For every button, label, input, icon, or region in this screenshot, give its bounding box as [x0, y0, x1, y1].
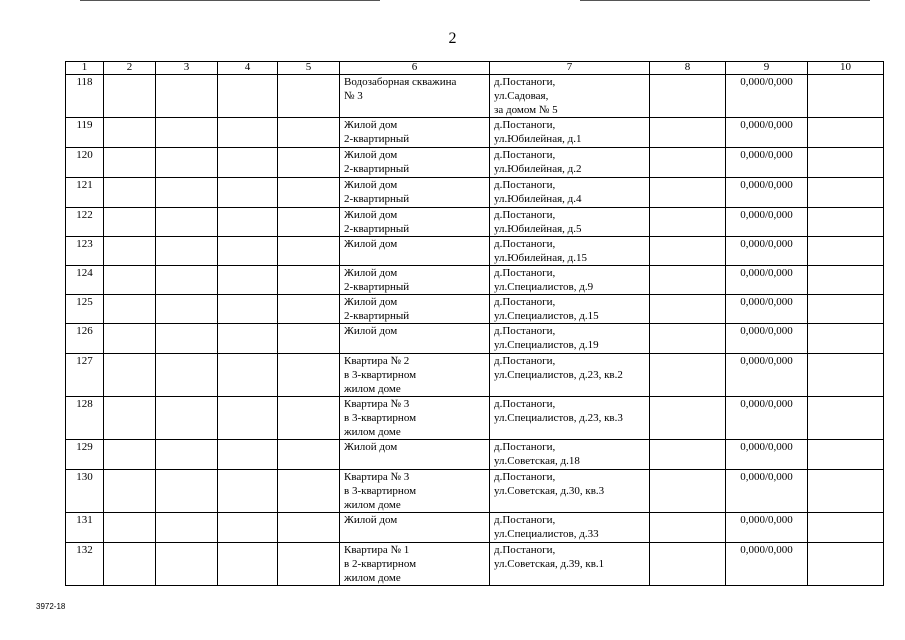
address-cell	[490, 237, 650, 266]
object-name-cell	[340, 178, 490, 208]
empty-cell-col-5	[278, 397, 340, 440]
row-number-cell: 127	[66, 354, 104, 397]
empty-cell-col-4	[218, 118, 278, 148]
empty-cell-col-8	[650, 513, 726, 543]
empty-cell-col-3	[156, 470, 218, 513]
object-name-line: Жилой дом	[344, 179, 398, 191]
empty-cell-col-2	[104, 397, 156, 440]
object-name-line: Квартира № 3	[344, 471, 410, 483]
row-number-cell: 132	[66, 543, 104, 586]
address-line: за домом № 5	[494, 104, 558, 116]
table-row	[66, 178, 884, 208]
column-header-5: 5	[278, 62, 340, 75]
top-rule-left	[80, 0, 380, 1]
top-rule-right	[580, 0, 870, 1]
empty-cell-col-10	[808, 295, 884, 324]
empty-cell-col-2	[104, 324, 156, 354]
column-header-10: 10	[808, 62, 884, 75]
empty-cell-col-2	[104, 440, 156, 470]
empty-cell-col-5	[278, 513, 340, 543]
value-cell: 0,000/0,000	[726, 354, 808, 397]
object-name-line: Водозаборная скважина	[344, 76, 457, 88]
address-line: ул.Советская, д.30, кв.3	[494, 485, 605, 497]
empty-cell-col-3	[156, 354, 218, 397]
empty-cell-col-2	[104, 470, 156, 513]
empty-cell-col-4	[218, 354, 278, 397]
empty-cell-col-3	[156, 295, 218, 324]
empty-cell-col-4	[218, 178, 278, 208]
table-row	[66, 148, 884, 178]
object-name-line: Жилой дом	[344, 267, 398, 279]
object-name-cell	[340, 148, 490, 178]
row-number-cell: 118	[66, 75, 104, 118]
empty-cell-col-3	[156, 178, 218, 208]
object-name-line: 2-квартирный	[344, 310, 410, 322]
row-number-cell: 121	[66, 178, 104, 208]
address-cell	[490, 470, 650, 513]
object-name-line: жилом доме	[344, 383, 401, 395]
empty-cell-col-5	[278, 208, 340, 237]
address-line: д.Постаноги,	[494, 296, 556, 308]
value-cell: 0,000/0,000	[726, 178, 808, 208]
address-line: д.Постаноги,	[494, 209, 556, 221]
object-name-line: Квартира № 3	[344, 398, 410, 410]
empty-cell-col-4	[218, 208, 278, 237]
empty-cell-col-5	[278, 178, 340, 208]
empty-cell-col-10	[808, 324, 884, 354]
page-number: 2	[448, 30, 457, 47]
object-name-line: жилом доме	[344, 426, 401, 438]
address-cell	[490, 543, 650, 586]
address-line: ул.Специалистов, д.23, кв.3	[494, 412, 623, 424]
value-cell: 0,000/0,000	[726, 208, 808, 237]
table-row	[66, 397, 884, 440]
row-number-cell: 126	[66, 324, 104, 354]
empty-cell-col-8	[650, 354, 726, 397]
address-line: д.Постаноги,	[494, 544, 556, 556]
empty-cell-col-5	[278, 354, 340, 397]
object-name-cell	[340, 208, 490, 237]
object-name-cell	[340, 470, 490, 513]
empty-cell-col-8	[650, 324, 726, 354]
empty-cell-col-4	[218, 470, 278, 513]
header-row	[66, 62, 884, 75]
object-name-cell	[340, 440, 490, 470]
table-row	[66, 208, 884, 237]
empty-cell-col-5	[278, 324, 340, 354]
column-header-7: 7	[490, 62, 650, 75]
empty-cell-col-3	[156, 543, 218, 586]
value-cell: 0,000/0,000	[726, 266, 808, 295]
address-line: д.Постаноги,	[494, 325, 556, 337]
empty-cell-col-8	[650, 470, 726, 513]
empty-cell-col-3	[156, 148, 218, 178]
empty-cell-col-2	[104, 295, 156, 324]
empty-cell-col-10	[808, 148, 884, 178]
address-line: д.Постаноги,	[494, 149, 556, 161]
address-line: ул.Советская, д.18	[494, 455, 580, 467]
address-line: ул.Садовая,	[494, 90, 549, 102]
object-name-line: в 2-квартирном	[344, 558, 417, 570]
empty-cell-col-2	[104, 148, 156, 178]
empty-cell-col-8	[650, 237, 726, 266]
table-row	[66, 75, 884, 118]
empty-cell-col-8	[650, 397, 726, 440]
address-cell	[490, 118, 650, 148]
value-cell: 0,000/0,000	[726, 237, 808, 266]
empty-cell-col-8	[650, 178, 726, 208]
address-cell	[490, 266, 650, 295]
empty-cell-col-5	[278, 440, 340, 470]
object-name-cell	[340, 237, 490, 266]
address-cell	[490, 178, 650, 208]
address-cell	[490, 295, 650, 324]
empty-cell-col-10	[808, 75, 884, 118]
column-header-4: 4	[218, 62, 278, 75]
empty-cell-col-5	[278, 543, 340, 586]
object-name-line: 2-квартирный	[344, 133, 410, 145]
empty-cell-col-2	[104, 75, 156, 118]
table-row	[66, 513, 884, 543]
address-line: ул.Специалистов, д.19	[494, 339, 599, 351]
empty-cell-col-3	[156, 75, 218, 118]
address-line: д.Постаноги,	[494, 179, 556, 191]
address-line: ул.Советская, д.39, кв.1	[494, 558, 605, 570]
object-name-line: Квартира № 1	[344, 544, 410, 556]
row-number-cell: 131	[66, 513, 104, 543]
object-name-cell	[340, 324, 490, 354]
row-number-cell: 130	[66, 470, 104, 513]
row-number-cell: 120	[66, 148, 104, 178]
address-line: д.Постаноги,	[494, 76, 556, 88]
empty-cell-col-10	[808, 397, 884, 440]
object-name-line: Жилой дом	[344, 325, 398, 337]
empty-cell-col-8	[650, 295, 726, 324]
row-number-cell: 129	[66, 440, 104, 470]
table-row	[66, 543, 884, 586]
address-line: ул.Специалистов, д.9	[494, 281, 594, 293]
empty-cell-col-8	[650, 118, 726, 148]
empty-cell-col-5	[278, 266, 340, 295]
empty-cell-col-10	[808, 440, 884, 470]
empty-cell-col-3	[156, 118, 218, 148]
object-name-line: жилом доме	[344, 572, 401, 584]
empty-cell-col-2	[104, 178, 156, 208]
empty-cell-col-10	[808, 118, 884, 148]
empty-cell-col-5	[278, 237, 340, 266]
value-cell: 0,000/0,000	[726, 397, 808, 440]
object-name-line: № 3	[344, 90, 363, 102]
column-header-9: 9	[726, 62, 808, 75]
object-name-line: 2-квартирный	[344, 223, 410, 235]
empty-cell-col-10	[808, 178, 884, 208]
object-name-line: Жилой дом	[344, 209, 398, 221]
empty-cell-col-3	[156, 324, 218, 354]
object-name-cell	[340, 295, 490, 324]
empty-cell-col-2	[104, 118, 156, 148]
object-name-line: 2-квартирный	[344, 281, 410, 293]
address-line: д.Постаноги,	[494, 355, 556, 367]
empty-cell-col-2	[104, 208, 156, 237]
object-name-line: 2-квартирный	[344, 163, 410, 175]
empty-cell-col-4	[218, 397, 278, 440]
object-name-line: Жилой дом	[344, 149, 398, 161]
empty-cell-col-5	[278, 470, 340, 513]
object-name-line: Жилой дом	[344, 296, 398, 308]
row-number-cell: 119	[66, 118, 104, 148]
empty-cell-col-4	[218, 266, 278, 295]
document-code: 3972-18	[36, 602, 66, 611]
address-line: д.Постаноги,	[494, 119, 556, 131]
address-cell	[490, 397, 650, 440]
object-name-line: 2-квартирный	[344, 193, 410, 205]
value-cell: 0,000/0,000	[726, 118, 808, 148]
column-header-1: 1	[66, 62, 104, 75]
object-name-cell	[340, 266, 490, 295]
row-number-cell: 123	[66, 237, 104, 266]
empty-cell-col-3	[156, 208, 218, 237]
column-header-2: 2	[104, 62, 156, 75]
object-name-line: Квартира № 2	[344, 355, 410, 367]
empty-cell-col-4	[218, 513, 278, 543]
address-cell	[490, 324, 650, 354]
object-name-line: в 3-квартирном	[344, 369, 417, 381]
empty-cell-col-10	[808, 266, 884, 295]
empty-cell-col-3	[156, 397, 218, 440]
address-cell	[490, 148, 650, 178]
object-name-line: Жилой дом	[344, 238, 398, 250]
value-cell: 0,000/0,000	[726, 148, 808, 178]
object-name-cell	[340, 354, 490, 397]
address-line: ул.Специалистов, д.15	[494, 310, 599, 322]
address-line: ул.Юбилейная, д.1	[494, 133, 582, 145]
address-cell	[490, 354, 650, 397]
object-name-cell	[340, 75, 490, 118]
row-number-cell: 128	[66, 397, 104, 440]
object-name-line: жилом доме	[344, 499, 401, 511]
empty-cell-col-10	[808, 237, 884, 266]
empty-cell-col-3	[156, 237, 218, 266]
address-cell	[490, 440, 650, 470]
address-line: ул.Специалистов, д.23, кв.2	[494, 369, 623, 381]
empty-cell-col-10	[808, 208, 884, 237]
table-row	[66, 354, 884, 397]
empty-cell-col-4	[218, 440, 278, 470]
empty-cell-col-8	[650, 440, 726, 470]
address-cell	[490, 208, 650, 237]
object-name-cell	[340, 513, 490, 543]
value-cell: 0,000/0,000	[726, 75, 808, 118]
address-line: ул.Юбилейная, д.5	[494, 223, 582, 235]
object-name-line: в 3-квартирном	[344, 412, 417, 424]
empty-cell-col-8	[650, 543, 726, 586]
address-line: д.Постаноги,	[494, 267, 556, 279]
empty-cell-col-5	[278, 75, 340, 118]
object-name-cell	[340, 118, 490, 148]
address-line: д.Постаноги,	[494, 398, 556, 410]
empty-cell-col-8	[650, 266, 726, 295]
empty-cell-col-4	[218, 324, 278, 354]
value-cell: 0,000/0,000	[726, 470, 808, 513]
empty-cell-col-5	[278, 295, 340, 324]
empty-cell-col-8	[650, 148, 726, 178]
table-row	[66, 295, 884, 324]
address-cell	[490, 75, 650, 118]
object-name-line: Жилой дом	[344, 514, 398, 526]
table-row	[66, 324, 884, 354]
empty-cell-col-2	[104, 354, 156, 397]
value-cell: 0,000/0,000	[726, 440, 808, 470]
column-header-8: 8	[650, 62, 726, 75]
value-cell: 0,000/0,000	[726, 324, 808, 354]
address-line: д.Постаноги,	[494, 514, 556, 526]
object-name-cell	[340, 543, 490, 586]
value-cell: 0,000/0,000	[726, 513, 808, 543]
value-cell: 0,000/0,000	[726, 543, 808, 586]
empty-cell-col-3	[156, 440, 218, 470]
table-row	[66, 266, 884, 295]
table-row	[66, 440, 884, 470]
table-row	[66, 237, 884, 266]
object-name-cell	[340, 397, 490, 440]
row-number-cell: 122	[66, 208, 104, 237]
value-cell: 0,000/0,000	[726, 295, 808, 324]
empty-cell-col-4	[218, 75, 278, 118]
address-cell	[490, 513, 650, 543]
empty-cell-col-8	[650, 208, 726, 237]
empty-cell-col-2	[104, 237, 156, 266]
empty-cell-col-4	[218, 295, 278, 324]
object-name-line: Жилой дом	[344, 441, 398, 453]
empty-cell-col-2	[104, 513, 156, 543]
empty-cell-col-8	[650, 75, 726, 118]
empty-cell-col-4	[218, 543, 278, 586]
row-number-cell: 124	[66, 266, 104, 295]
row-number-cell: 125	[66, 295, 104, 324]
register-table	[65, 61, 884, 586]
table-row	[66, 470, 884, 513]
address-line: д.Постаноги,	[494, 441, 556, 453]
object-name-line: Жилой дом	[344, 119, 398, 131]
empty-cell-col-10	[808, 354, 884, 397]
address-line: д.Постаноги,	[494, 471, 556, 483]
object-name-line: в 3-квартирном	[344, 485, 417, 497]
table-row	[66, 118, 884, 148]
empty-cell-col-5	[278, 148, 340, 178]
column-header-3: 3	[156, 62, 218, 75]
empty-cell-col-2	[104, 543, 156, 586]
empty-cell-col-10	[808, 543, 884, 586]
address-line: ул.Юбилейная, д.2	[494, 163, 582, 175]
empty-cell-col-4	[218, 148, 278, 178]
empty-cell-col-3	[156, 513, 218, 543]
empty-cell-col-3	[156, 266, 218, 295]
register-body	[66, 75, 884, 586]
address-line: ул.Юбилейная, д.15	[494, 252, 587, 264]
address-line: д.Постаноги,	[494, 238, 556, 250]
empty-cell-col-4	[218, 237, 278, 266]
empty-cell-col-5	[278, 118, 340, 148]
empty-cell-col-10	[808, 470, 884, 513]
column-header-6: 6	[340, 62, 490, 75]
address-line: ул.Специалистов, д.33	[494, 528, 599, 540]
empty-cell-col-10	[808, 513, 884, 543]
empty-cell-col-2	[104, 266, 156, 295]
address-line: ул.Юбилейная, д.4	[494, 193, 582, 205]
